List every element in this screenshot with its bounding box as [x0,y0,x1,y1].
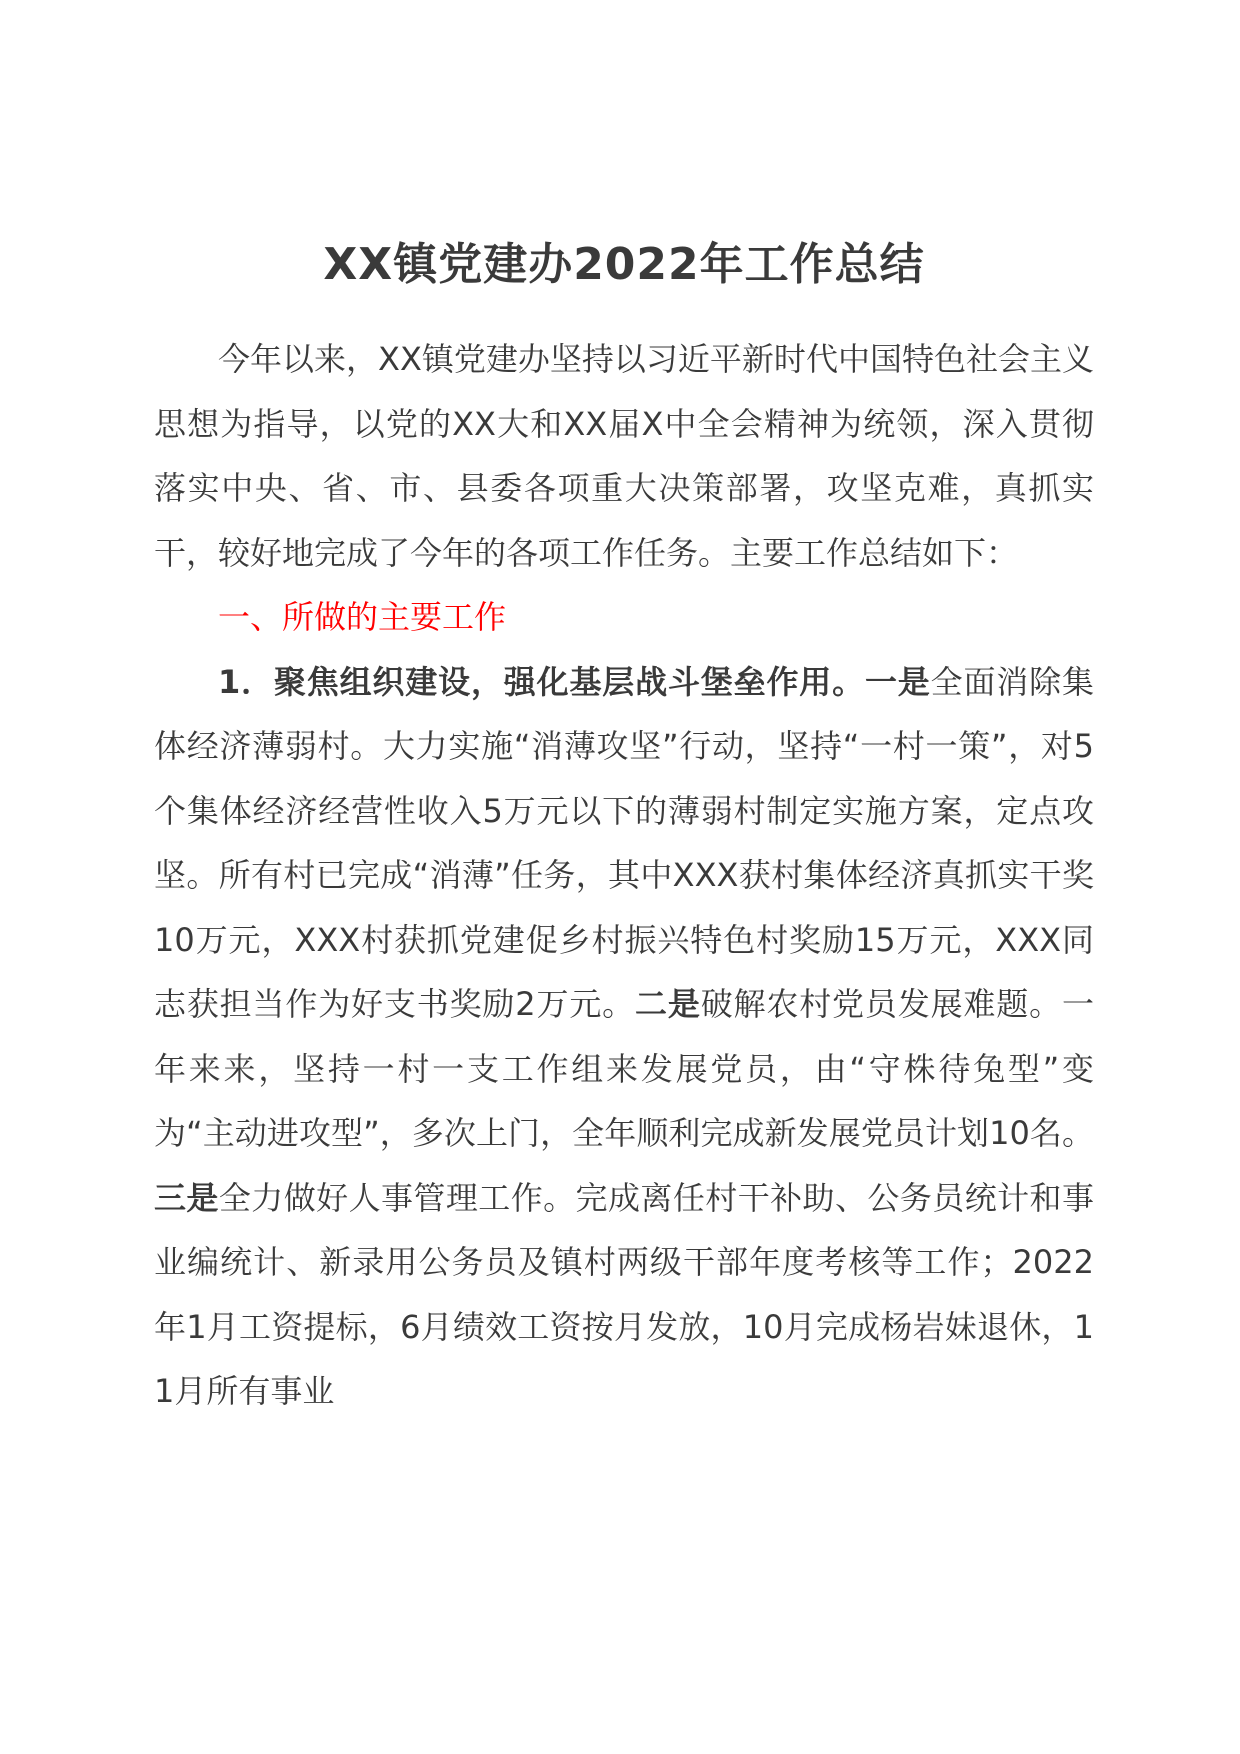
point-text-first: 全面消除集体经济薄弱村。大力实施“消薄攻坚”行动，坚持“一村一策”，对5个集体经济经营性收入5万元以下的薄弱村制定实施方案，定点攻坚。所有村已完成“消薄”任务，其中XXX获村集体经济真抓实干奖10万元，XXX村获抓党建促乡村振兴特色村奖励15万元，XXX同志获担当作为好支书奖励2万元。 [154,662,1094,1023]
point-label-third: 三是 [154,1178,219,1217]
point-text-third: 全力做好人事管理工作。完成离任村干补助、公务员统计和事业编统计、新录用公务员及镇村两级干部年度考核等工作；2022年1月工资提标，6月绩效工资按月发放，10月完成杨岩妹退休，11月所有事业 [154,1178,1094,1410]
point-label-second: 二是 [635,985,701,1023]
point-text-second: 破解农村党员发展难题。一年来来，坚持一村一支工作组来发展党员，由“守株待兔型”变为“主动进攻型”，多次上门，全年顺利完成新发展党员计划10名。 [154,985,1094,1152]
document-title: XX镇党建办2022年工作总结 [323,239,925,290]
item-paragraph [154,650,1094,1424]
point-label-first: 一是 [864,662,931,701]
intro-paragraph: 今年以来，XX镇党建办坚持以习近平新时代中国特色社会主义思想为指导，以党的XX大和XX届X中全会精神为统领，深入贯彻落实中央、省、市、县委各项重大决策部署，攻坚克难，真抓实干，较好地完成了今年的各项工作任务。主要工作总结如下： [154,340,1094,572]
document-page [154,235,1094,1424]
section-heading: 一、所做的主要工作 [218,598,507,636]
item-heading: 1．聚焦组织建设，强化基层战斗堡垒作用。 [218,662,865,701]
